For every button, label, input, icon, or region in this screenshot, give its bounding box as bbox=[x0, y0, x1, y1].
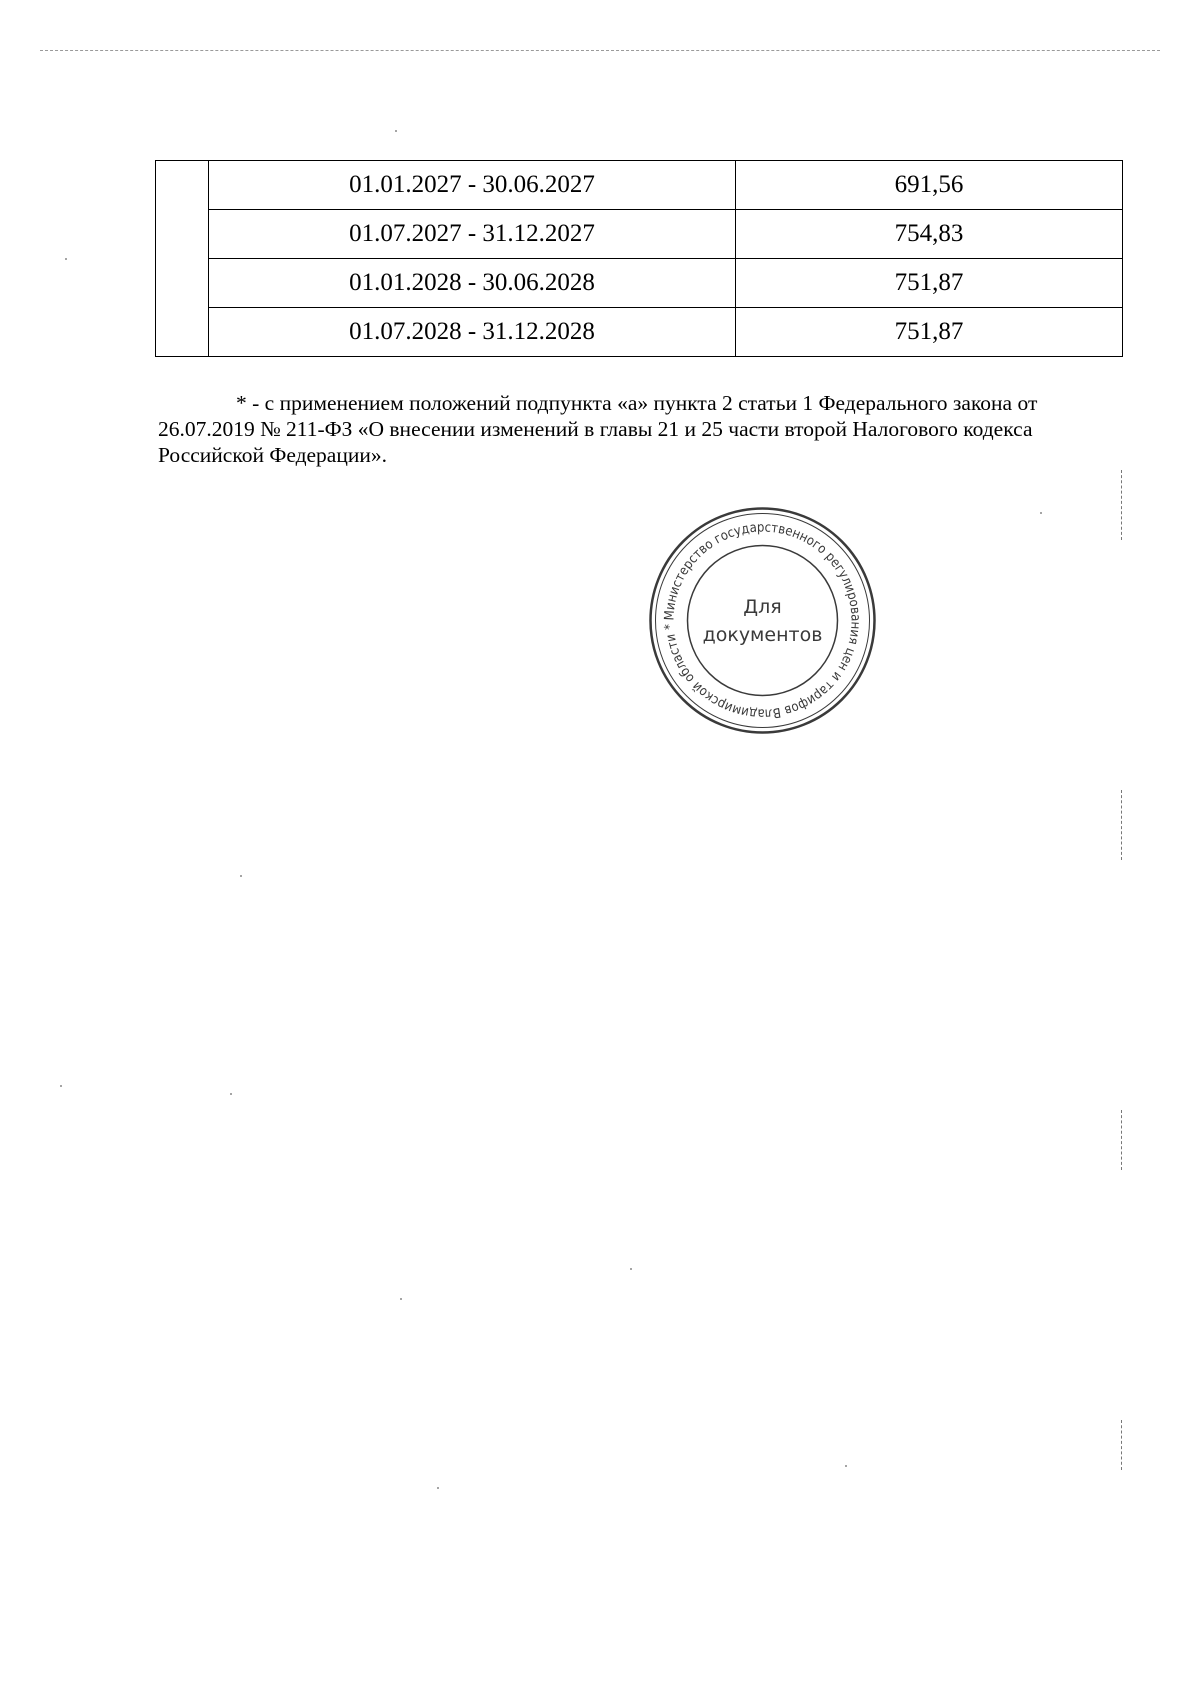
value-cell: 751,87 bbox=[736, 259, 1123, 308]
table-row bbox=[156, 259, 1123, 308]
period-cell: 01.07.2028 - 31.12.2028 bbox=[209, 308, 736, 357]
footnote-line: 26.07.2019 № 211-ФЗ «О внесении изменений в главы 21 и 25 части второй Налогового кодекса bbox=[158, 417, 1033, 441]
footnote-line: * - с применением положений подпункта «а» пункта 2 статьи 1 Федерального закона от bbox=[236, 391, 1038, 415]
value-cell: 691,56 bbox=[736, 161, 1123, 210]
scan-speck bbox=[240, 875, 242, 877]
period-cell: 01.07.2027 - 31.12.2027 bbox=[209, 210, 736, 259]
table-cell-empty bbox=[156, 259, 209, 308]
scan-speck bbox=[395, 130, 397, 132]
scan-edge-mark bbox=[1121, 470, 1122, 540]
scan-artifact-line bbox=[40, 50, 1160, 51]
scan-speck bbox=[1040, 512, 1042, 514]
scan-speck bbox=[400, 1298, 402, 1300]
period-cell: 01.01.2028 - 30.06.2028 bbox=[209, 259, 736, 308]
official-stamp bbox=[645, 503, 880, 738]
stamp-ring-text: Министерство государственного регулирования цен и тарифов Владимирской области * bbox=[662, 520, 863, 721]
scan-edge-mark bbox=[1121, 790, 1122, 860]
stamp-inner-ring bbox=[688, 546, 838, 696]
scan-speck bbox=[65, 258, 67, 260]
value-cell: 754,83 bbox=[736, 210, 1123, 259]
stamp-outer-ring bbox=[651, 509, 875, 733]
scan-edge-mark bbox=[1121, 1420, 1122, 1470]
value-cell: 751,87 bbox=[736, 308, 1123, 357]
table-cell-empty bbox=[156, 161, 209, 210]
scan-speck bbox=[845, 1465, 847, 1467]
period-cell: 01.01.2027 - 30.06.2027 bbox=[209, 161, 736, 210]
scan-speck bbox=[630, 1268, 632, 1270]
footnote bbox=[158, 390, 1118, 468]
table-row bbox=[156, 308, 1123, 357]
table-row bbox=[156, 210, 1123, 259]
stamp-center-line1: Для bbox=[743, 596, 782, 618]
table-cell-empty bbox=[156, 210, 209, 259]
tariff-table bbox=[155, 160, 1123, 357]
table-row bbox=[156, 161, 1123, 210]
footnote-line: Российской Федерации». bbox=[158, 443, 387, 467]
stamp-center-line2: документов bbox=[702, 624, 823, 646]
scan-speck bbox=[60, 1085, 62, 1087]
scan-speck bbox=[230, 1093, 232, 1095]
scan-edge-mark bbox=[1121, 1110, 1122, 1170]
scan-speck bbox=[437, 1487, 439, 1489]
table-cell-empty bbox=[156, 308, 209, 357]
